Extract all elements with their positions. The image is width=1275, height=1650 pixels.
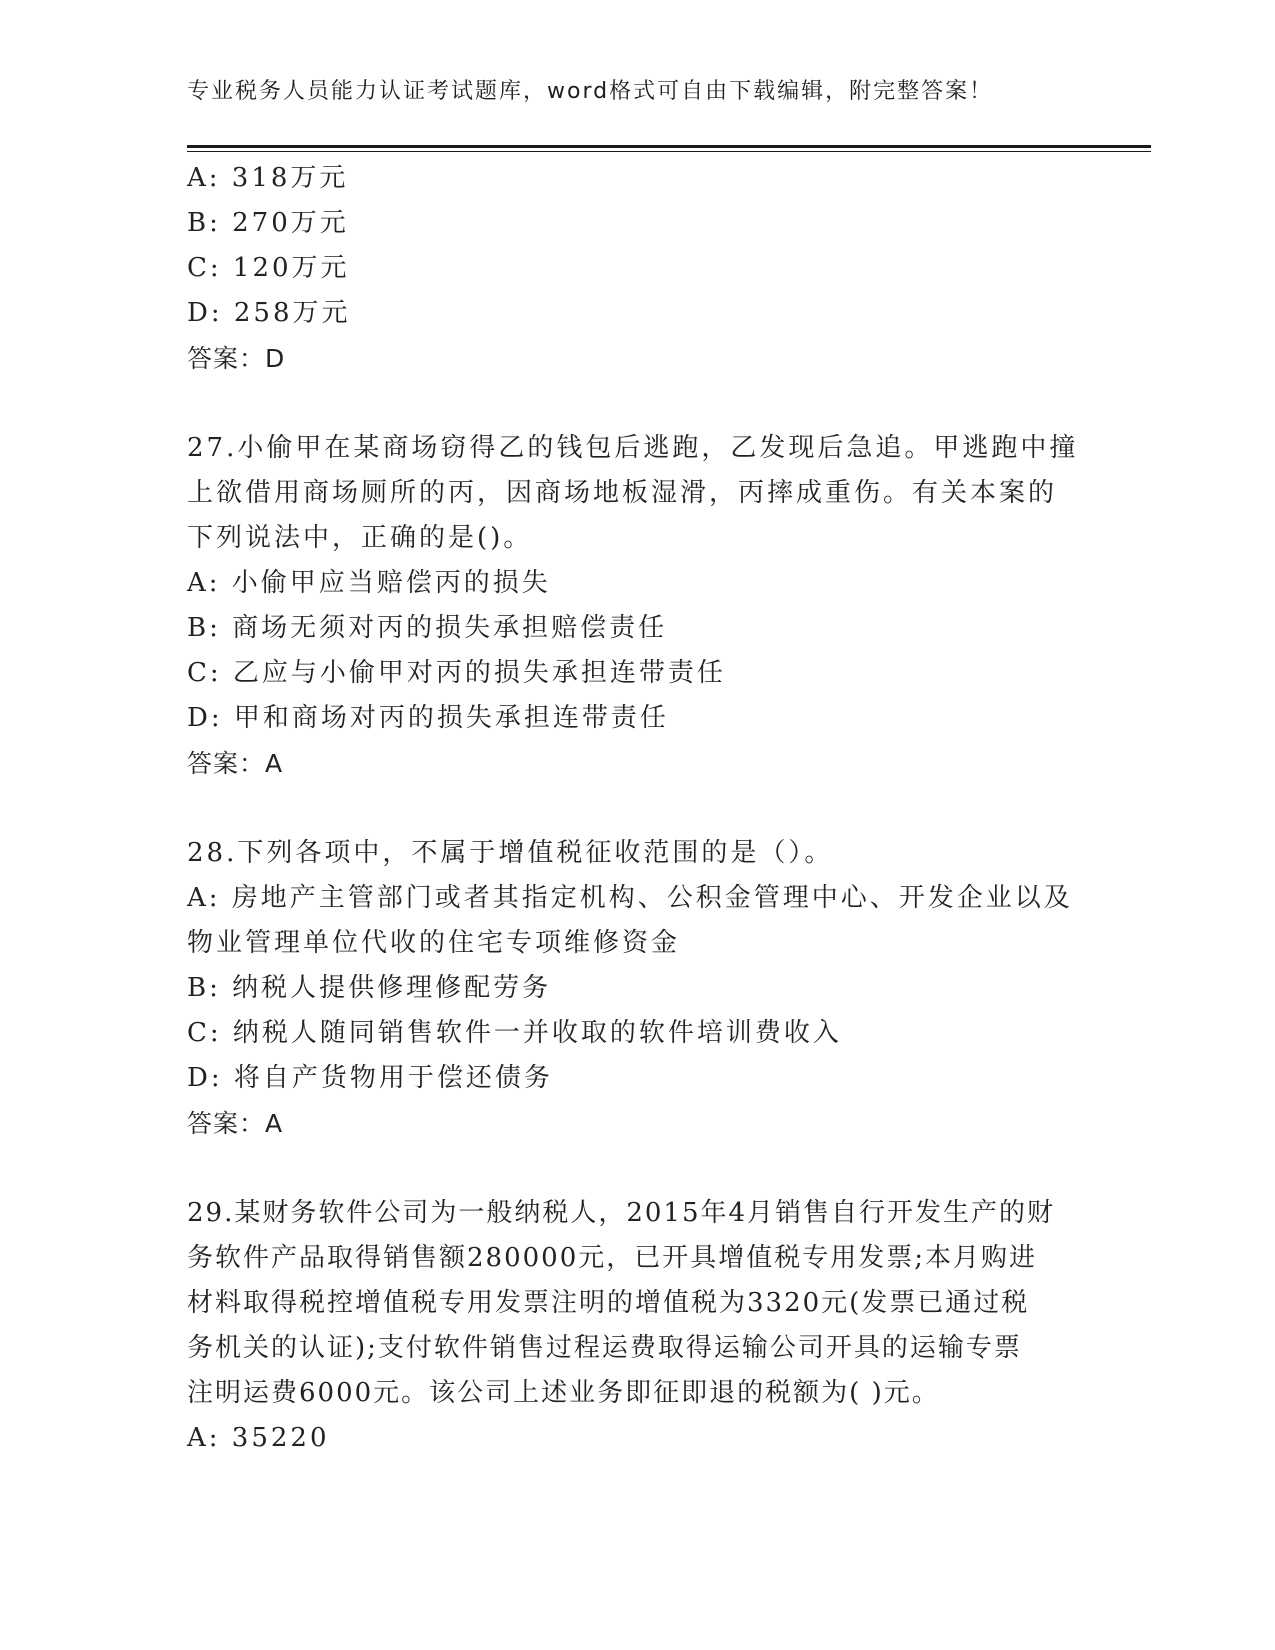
question-stem-line: 上欲借用商场厕所的丙，因商场地板湿滑，丙摔成重伤。有关本案的 [187, 478, 1058, 508]
question-stem-line: 27.小偷甲在某商场窃得乙的钱包后逃跑，乙发现后急追。甲逃跑中撞 [187, 433, 1079, 463]
question-28 [187, 831, 1087, 1146]
question-stem-line: 29.某财务软件公司为一般纳税人，2015年4月销售自行开发生产的财 [187, 1198, 1056, 1228]
option-c: C: 乙应与小偷甲对丙的损失承担连带责任 [187, 658, 726, 688]
option-a: A: 小偷甲应当赔偿丙的损失 [187, 568, 551, 598]
question-stem-line: 注明运费6000元。该公司上述业务即征即退的税额为( )元。 [187, 1378, 940, 1408]
question-29 [187, 1191, 1087, 1461]
question-stem-line: 材料取得税控增值税专用发票注明的增值税为3320元(发票已通过税 [187, 1288, 1030, 1318]
option-d: D: 258万元 [187, 298, 351, 328]
option-a: A: 房地产主管部门或者其指定机构、公积金管理中心、开发企业以及 [187, 883, 1073, 913]
prev-question [187, 156, 1087, 381]
option-d: D: 甲和商场对丙的损失承担连带责任 [187, 703, 669, 733]
option-c: C: 纳税人随同销售软件一并收取的软件培训费收入 [187, 1018, 842, 1048]
option-b: B: 270万元 [187, 208, 349, 238]
option-a: A: 35220 [187, 1423, 330, 1453]
exam-content [187, 156, 1087, 1461]
question-stem-line: 28.下列各项中，不属于增值税征收范围的是（）。 [187, 838, 834, 868]
question-27 [187, 426, 1087, 786]
question-stem-line: 务软件产品取得销售额280000元，已开具增值税专用发票;本月购进 [187, 1243, 1038, 1273]
question-stem-line: 务机关的认证);支付软件销售过程运费取得运输公司开具的运输专票 [187, 1333, 1022, 1363]
answer-line: 答案：A [187, 1109, 284, 1138]
option-b: B: 纳税人提供修理修配劳务 [187, 973, 552, 1003]
option-b: B: 商场无须对丙的损失承担赔偿责任 [187, 613, 668, 643]
header-rule-thin [187, 151, 1151, 152]
page-header: 专业税务人员能力认证考试题库，word格式可自由下载编辑，附完整答案！ [187, 79, 994, 104]
option-c: C: 120万元 [187, 253, 350, 283]
option-d: D: 将自产货物用于偿还债务 [187, 1063, 553, 1093]
header-rule-thick [187, 145, 1151, 148]
answer-line: 答案：D [187, 344, 286, 373]
answer-line: 答案：A [187, 749, 284, 778]
option-a: A: 318万元 [187, 163, 349, 193]
question-stem-line: 下列说法中，正确的是()。 [187, 523, 533, 553]
option-a-continued: 物业管理单位代收的住宅专项维修资金 [187, 928, 681, 958]
